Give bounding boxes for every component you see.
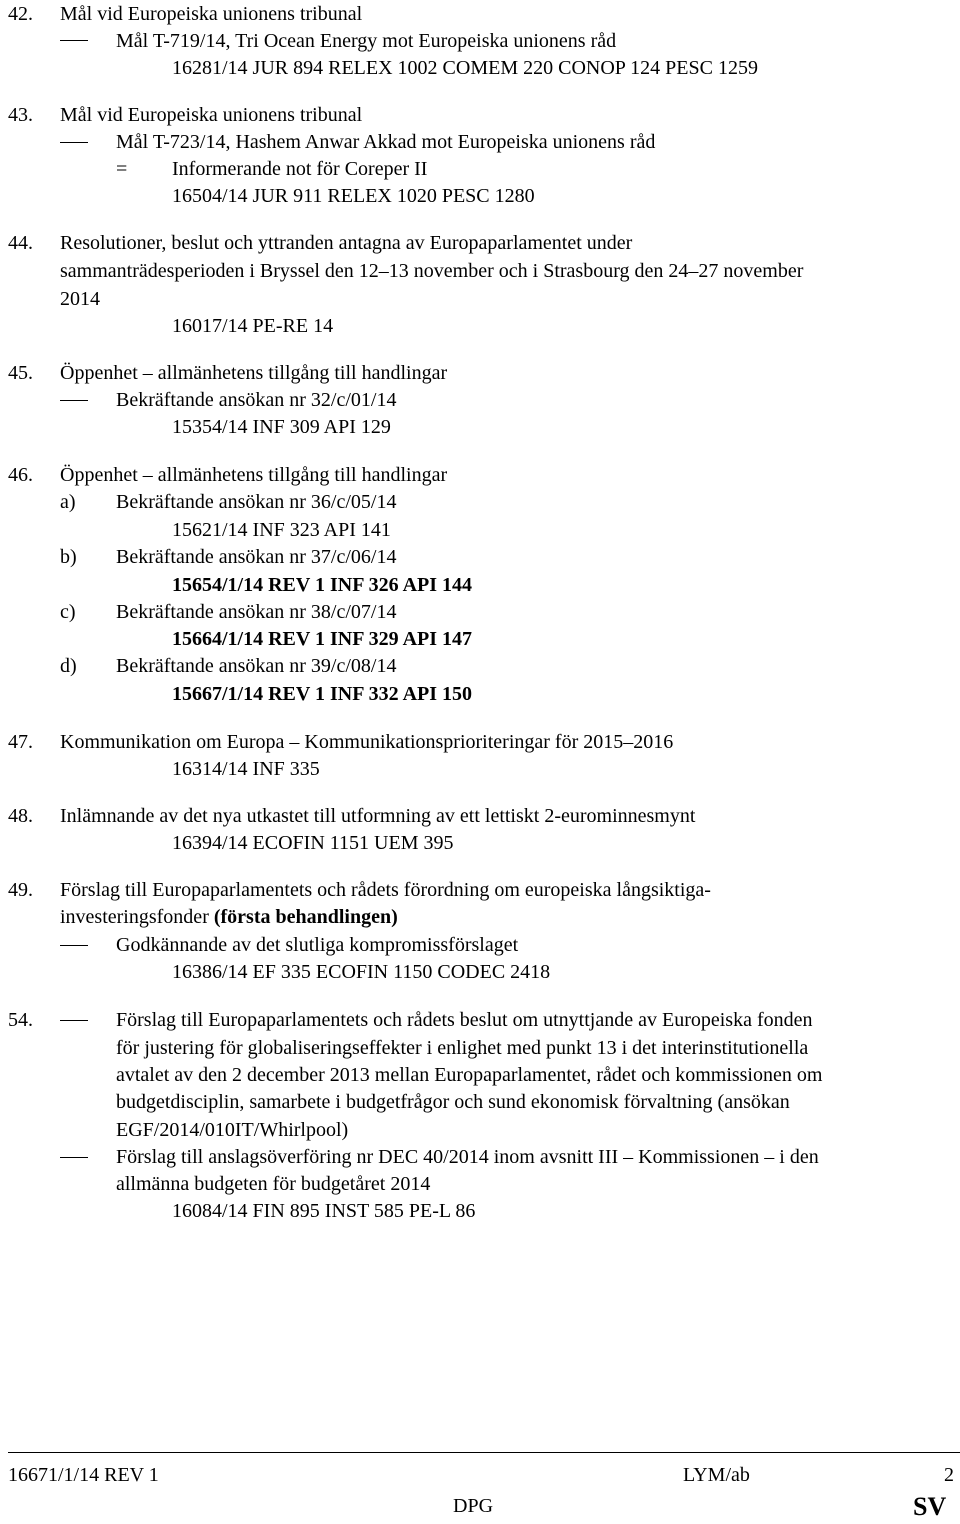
sub-item: Bekräftande ansökan nr 38/c/07/14 — [116, 601, 397, 623]
document-reference: 15621/14 INF 323 API 141 — [172, 519, 391, 541]
sub-item-continued: budgetdisciplin, samarbete i budgetfrågor och sund ekonomisk förvaltning (ansökan — [116, 1091, 790, 1113]
document-reference: 15354/14 INF 309 API 129 — [172, 416, 391, 438]
case-line: Mål T-723/14, Hashem Anwar Akkad mot Europeiska unionens råd — [116, 131, 656, 153]
sub-item-continued: allmänna budgeten för budgetåret 2014 — [116, 1173, 431, 1195]
item-title: Inlämnande av det nya utkastet till utformning av ett lettiskt 2-eurominnesmynt — [60, 805, 696, 827]
item-number: 47. — [8, 731, 33, 753]
sub-item: Bekräftande ansökan nr 39/c/08/14 — [116, 655, 397, 677]
sub-item: Godkännande av det slutliga kompromissförslaget — [116, 934, 519, 956]
item-title: Kommunikation om Europa – Kommunikationsprioriteringar för 2015–2016 — [60, 731, 674, 753]
sub-item-letter: c) — [60, 601, 76, 623]
case-line: Mål T-719/14, Tri Ocean Energy mot Europeiska unionens råd — [116, 30, 617, 52]
item-title-continued: 2014 — [60, 288, 100, 310]
sub-item-continued: för justering för globaliseringseffekter i enlighet med punkt 13 i det interinstitutionella — [116, 1037, 809, 1059]
sub-item-letter: b) — [60, 546, 77, 568]
sub-item-continued: EGF/2014/010IT/Whirlpool) — [116, 1119, 349, 1141]
item-number: 44. — [8, 232, 33, 254]
footer-author: LYM/ab — [683, 1464, 750, 1486]
dash-marker — [60, 1020, 88, 1021]
sub-item: Bekräftande ansökan nr 32/c/01/14 — [116, 389, 397, 411]
document-reference: 15664/1/14 REV 1 INF 329 API 147 — [172, 628, 473, 650]
item-number: 45. — [8, 362, 33, 384]
sub-item: Bekräftande ansökan nr 37/c/06/14 — [116, 546, 397, 568]
sub-item-letter: a) — [60, 491, 76, 513]
item-title: Öppenhet – allmänhetens tillgång till handlingar — [60, 464, 448, 486]
sub-item: Bekräftande ansökan nr 36/c/05/14 — [116, 491, 397, 513]
item-number: 49. — [8, 879, 33, 901]
sub-item-letter: d) — [60, 655, 77, 677]
footer-page-number: 2 — [944, 1464, 954, 1486]
equals-marker: = — [116, 158, 128, 180]
document-reference: 16504/14 JUR 911 RELEX 1020 PESC 1280 — [172, 185, 535, 207]
footer-department: DPG — [453, 1495, 494, 1517]
footer-doc-ref: 16671/1/14 REV 1 — [8, 1464, 159, 1486]
document-reference: 16281/14 JUR 894 RELEX 1002 COMEM 220 CONOP 124 PESC 1259 — [172, 57, 758, 79]
footer-divider — [8, 1452, 960, 1453]
item-title-continued — [60, 905, 398, 929]
item-number: 54. — [8, 1009, 33, 1031]
item-number: 48. — [8, 805, 33, 827]
info-note: Informerande not för Coreper II — [172, 158, 428, 180]
document-reference: 15654/1/14 REV 1 INF 326 API 144 — [172, 574, 473, 596]
sub-item: Förslag till Europaparlamentets och rådets beslut om utnyttjande av Europeiska fonden — [116, 1009, 813, 1031]
dash-marker — [60, 1157, 88, 1158]
item-title: Mål vid Europeiska unionens tribunal — [60, 104, 363, 126]
item-title-continued: sammanträdesperioden i Bryssel den 12–13 november och i Strasbourg den 24–27 november — [60, 260, 804, 282]
sub-item: Förslag till anslagsöverföring nr DEC 40/2014 inom avsnitt III – Kommissionen – i den — [116, 1146, 819, 1168]
item-number: 42. — [8, 3, 33, 25]
item-title-text: investeringsfonder — [60, 906, 214, 928]
dash-marker — [60, 142, 88, 143]
sub-item-continued: avtalet av den 2 december 2013 mellan Europaparlamentet, rådet och kommissionen om — [116, 1064, 823, 1086]
document-reference: 16017/14 PE-RE 14 — [172, 315, 334, 337]
document-reference: 15667/1/14 REV 1 INF 332 API 150 — [172, 683, 473, 705]
document-reference: 16084/14 FIN 895 INST 585 PE-L 86 — [172, 1200, 476, 1222]
dash-marker — [60, 945, 88, 946]
dash-marker — [60, 40, 88, 41]
document-reference: 16386/14 EF 335 ECOFIN 1150 CODEC 2418 — [172, 961, 551, 983]
item-number: 46. — [8, 464, 33, 486]
document-reference: 16314/14 INF 335 — [172, 758, 320, 780]
item-title: Förslag till Europaparlamentets och rådets förordning om europeiska långsiktiga- — [60, 879, 711, 901]
reading-status: (första behandlingen) — [213, 906, 398, 928]
item-title: Resolutioner, beslut och yttranden antagna av Europaparlamentet under — [60, 232, 633, 254]
item-title: Öppenhet – allmänhetens tillgång till handlingar — [60, 362, 448, 384]
item-number: 43. — [8, 104, 33, 126]
item-title: Mål vid Europeiska unionens tribunal — [60, 3, 363, 25]
dash-marker — [60, 400, 88, 401]
footer-language: SV — [913, 1492, 947, 1521]
document-reference: 16394/14 ECOFIN 1151 UEM 395 — [172, 832, 454, 854]
